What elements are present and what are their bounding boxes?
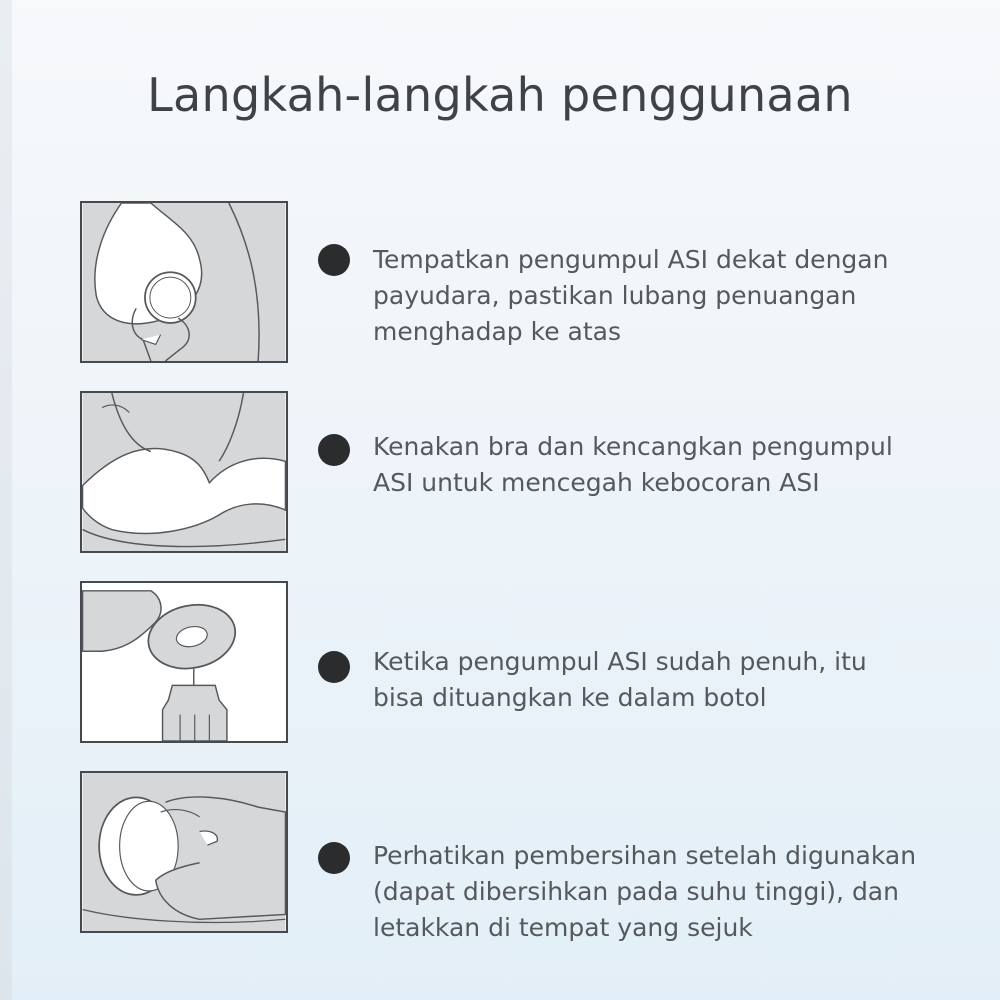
breast-shell-placement-icon [82, 203, 286, 361]
step-2-illustration [80, 391, 288, 553]
step-2-bullet [318, 434, 350, 466]
step-3-text: Ketika pengumpul ASI sudah penuh, itu bisa dituangkan ke dalam botol [373, 647, 867, 712]
step-1-bullet [318, 244, 350, 276]
pouring-into-bottle-icon [82, 583, 286, 741]
bra-wearing-icon [82, 393, 286, 551]
cleaning-shell-icon [82, 773, 286, 931]
left-edge-strip [0, 0, 12, 1000]
step-3-bullet [318, 651, 350, 683]
page-title: Langkah-langkah penggunaan [147, 68, 853, 122]
step-1-text: Tempatkan pengumpul ASI dekat dengan payudara, pastikan lubang penuangan menghadap ke atas [373, 245, 889, 346]
step-4-illustration [80, 771, 288, 933]
step-4-text: Perhatikan pembersihan setelah digunakan (dapat dibersihkan pada suhu tinggi), dan letakkan di tempat yang sejuk [373, 841, 917, 942]
step-4-bullet [318, 842, 350, 874]
step-2-text: Kenakan bra dan kencangkan pengumpul ASI untuk mencegah kebocoran ASI [373, 432, 893, 497]
step-1-illustration [80, 201, 288, 363]
step-3-illustration [80, 581, 288, 743]
